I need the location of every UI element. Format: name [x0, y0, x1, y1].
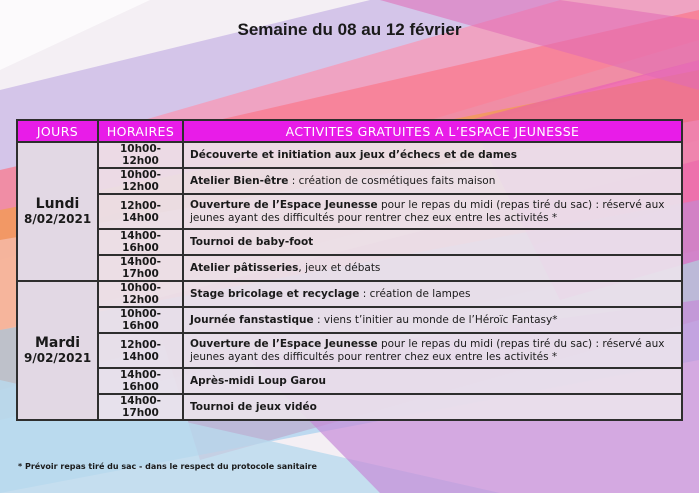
footnote: * Prévoir repas tiré du sac - dans le respect du protocole sanitaire: [18, 462, 317, 471]
activity-title: Atelier pâtisseries: [190, 261, 299, 274]
day-cell-mardi: [17, 281, 98, 420]
table-row: [17, 168, 682, 194]
activity-detail: pour le repas du midi (repas tiré du sac) : réservé aux jeunes ayant des difficultés pour rentrer chez eux entre les activités *: [190, 337, 665, 363]
header-days: JOURS: [17, 120, 98, 142]
page-title: Semaine du 08 au 12 février: [237, 20, 462, 39]
table-row: [17, 368, 682, 394]
header-row: [17, 120, 682, 142]
table-row: [17, 194, 682, 229]
table-row: [17, 333, 682, 368]
activity-title: Ouverture de l’Espace Jeunesse: [190, 198, 378, 211]
activity-title: Atelier Bien-être: [190, 174, 289, 187]
day-name: Mardi: [34, 334, 81, 351]
activity-title: Ouverture de l’Espace Jeunesse: [190, 337, 378, 350]
activity-detail: : création de cosmétiques faits maison: [288, 174, 496, 187]
table-row: [17, 229, 682, 255]
day-date: 8/02/2021: [24, 211, 92, 226]
activity-detail: , jeux et débats: [298, 261, 381, 274]
activity-cell: [183, 168, 682, 194]
activity-cell: [183, 281, 682, 307]
activity-cell: [183, 368, 682, 394]
time-cell: 14h00-17h00: [98, 394, 183, 420]
day-date: 9/02/2021: [24, 350, 92, 365]
day-name: Lundi: [35, 195, 80, 212]
activity-title: Stage bricolage et recyclage: [190, 287, 360, 300]
table-row: [17, 142, 682, 168]
activity-detail: : viens t’initier au monde de l’Héroïc Fantasy*: [313, 313, 558, 326]
schedule-table: [16, 119, 683, 421]
table-row: [17, 255, 682, 281]
table-row: [17, 394, 682, 420]
activity-title: Tournoi de jeux vidéo: [190, 400, 317, 413]
time-cell: 10h00-16h00: [98, 307, 183, 333]
table-row: [17, 281, 682, 307]
activity-cell: [183, 333, 682, 368]
activity-title: Tournoi de baby-foot: [190, 235, 314, 248]
activity-title: Après-midi Loup Garou: [190, 374, 326, 387]
time-cell: 10h00-12h00: [98, 142, 183, 168]
activity-detail: pour le repas du midi (repas tiré du sac) : réservé aux jeunes ayant des difficultés pour rentrer chez eux entre les activités *: [190, 198, 665, 224]
time-cell: 14h00-16h00: [98, 229, 183, 255]
activity-cell: [183, 229, 682, 255]
table-row: [17, 307, 682, 333]
time-cell: 12h00-14h00: [98, 194, 183, 229]
activity-cell: [183, 142, 682, 168]
activity-cell: [183, 394, 682, 420]
activity-title: Découverte et initiation aux jeux d’échecs et de dames: [190, 148, 518, 161]
time-cell: 12h00-14h00: [98, 333, 183, 368]
activity-title: Journée fanstastique: [190, 313, 314, 326]
time-cell: 10h00-12h00: [98, 168, 183, 194]
day-cell-lundi: [17, 142, 98, 281]
activity-detail: : création de lampes: [359, 287, 471, 300]
activity-cell: [183, 255, 682, 281]
time-cell: 14h00-16h00: [98, 368, 183, 394]
activity-cell: [183, 194, 682, 229]
time-cell: 10h00-12h00: [98, 281, 183, 307]
activity-cell: [183, 307, 682, 333]
header-activities: ACTIVITES GRATUITES A L’ESPACE JEUNESSE: [183, 120, 682, 142]
time-cell: 14h00-17h00: [98, 255, 183, 281]
header-times: HORAIRES: [98, 120, 183, 142]
